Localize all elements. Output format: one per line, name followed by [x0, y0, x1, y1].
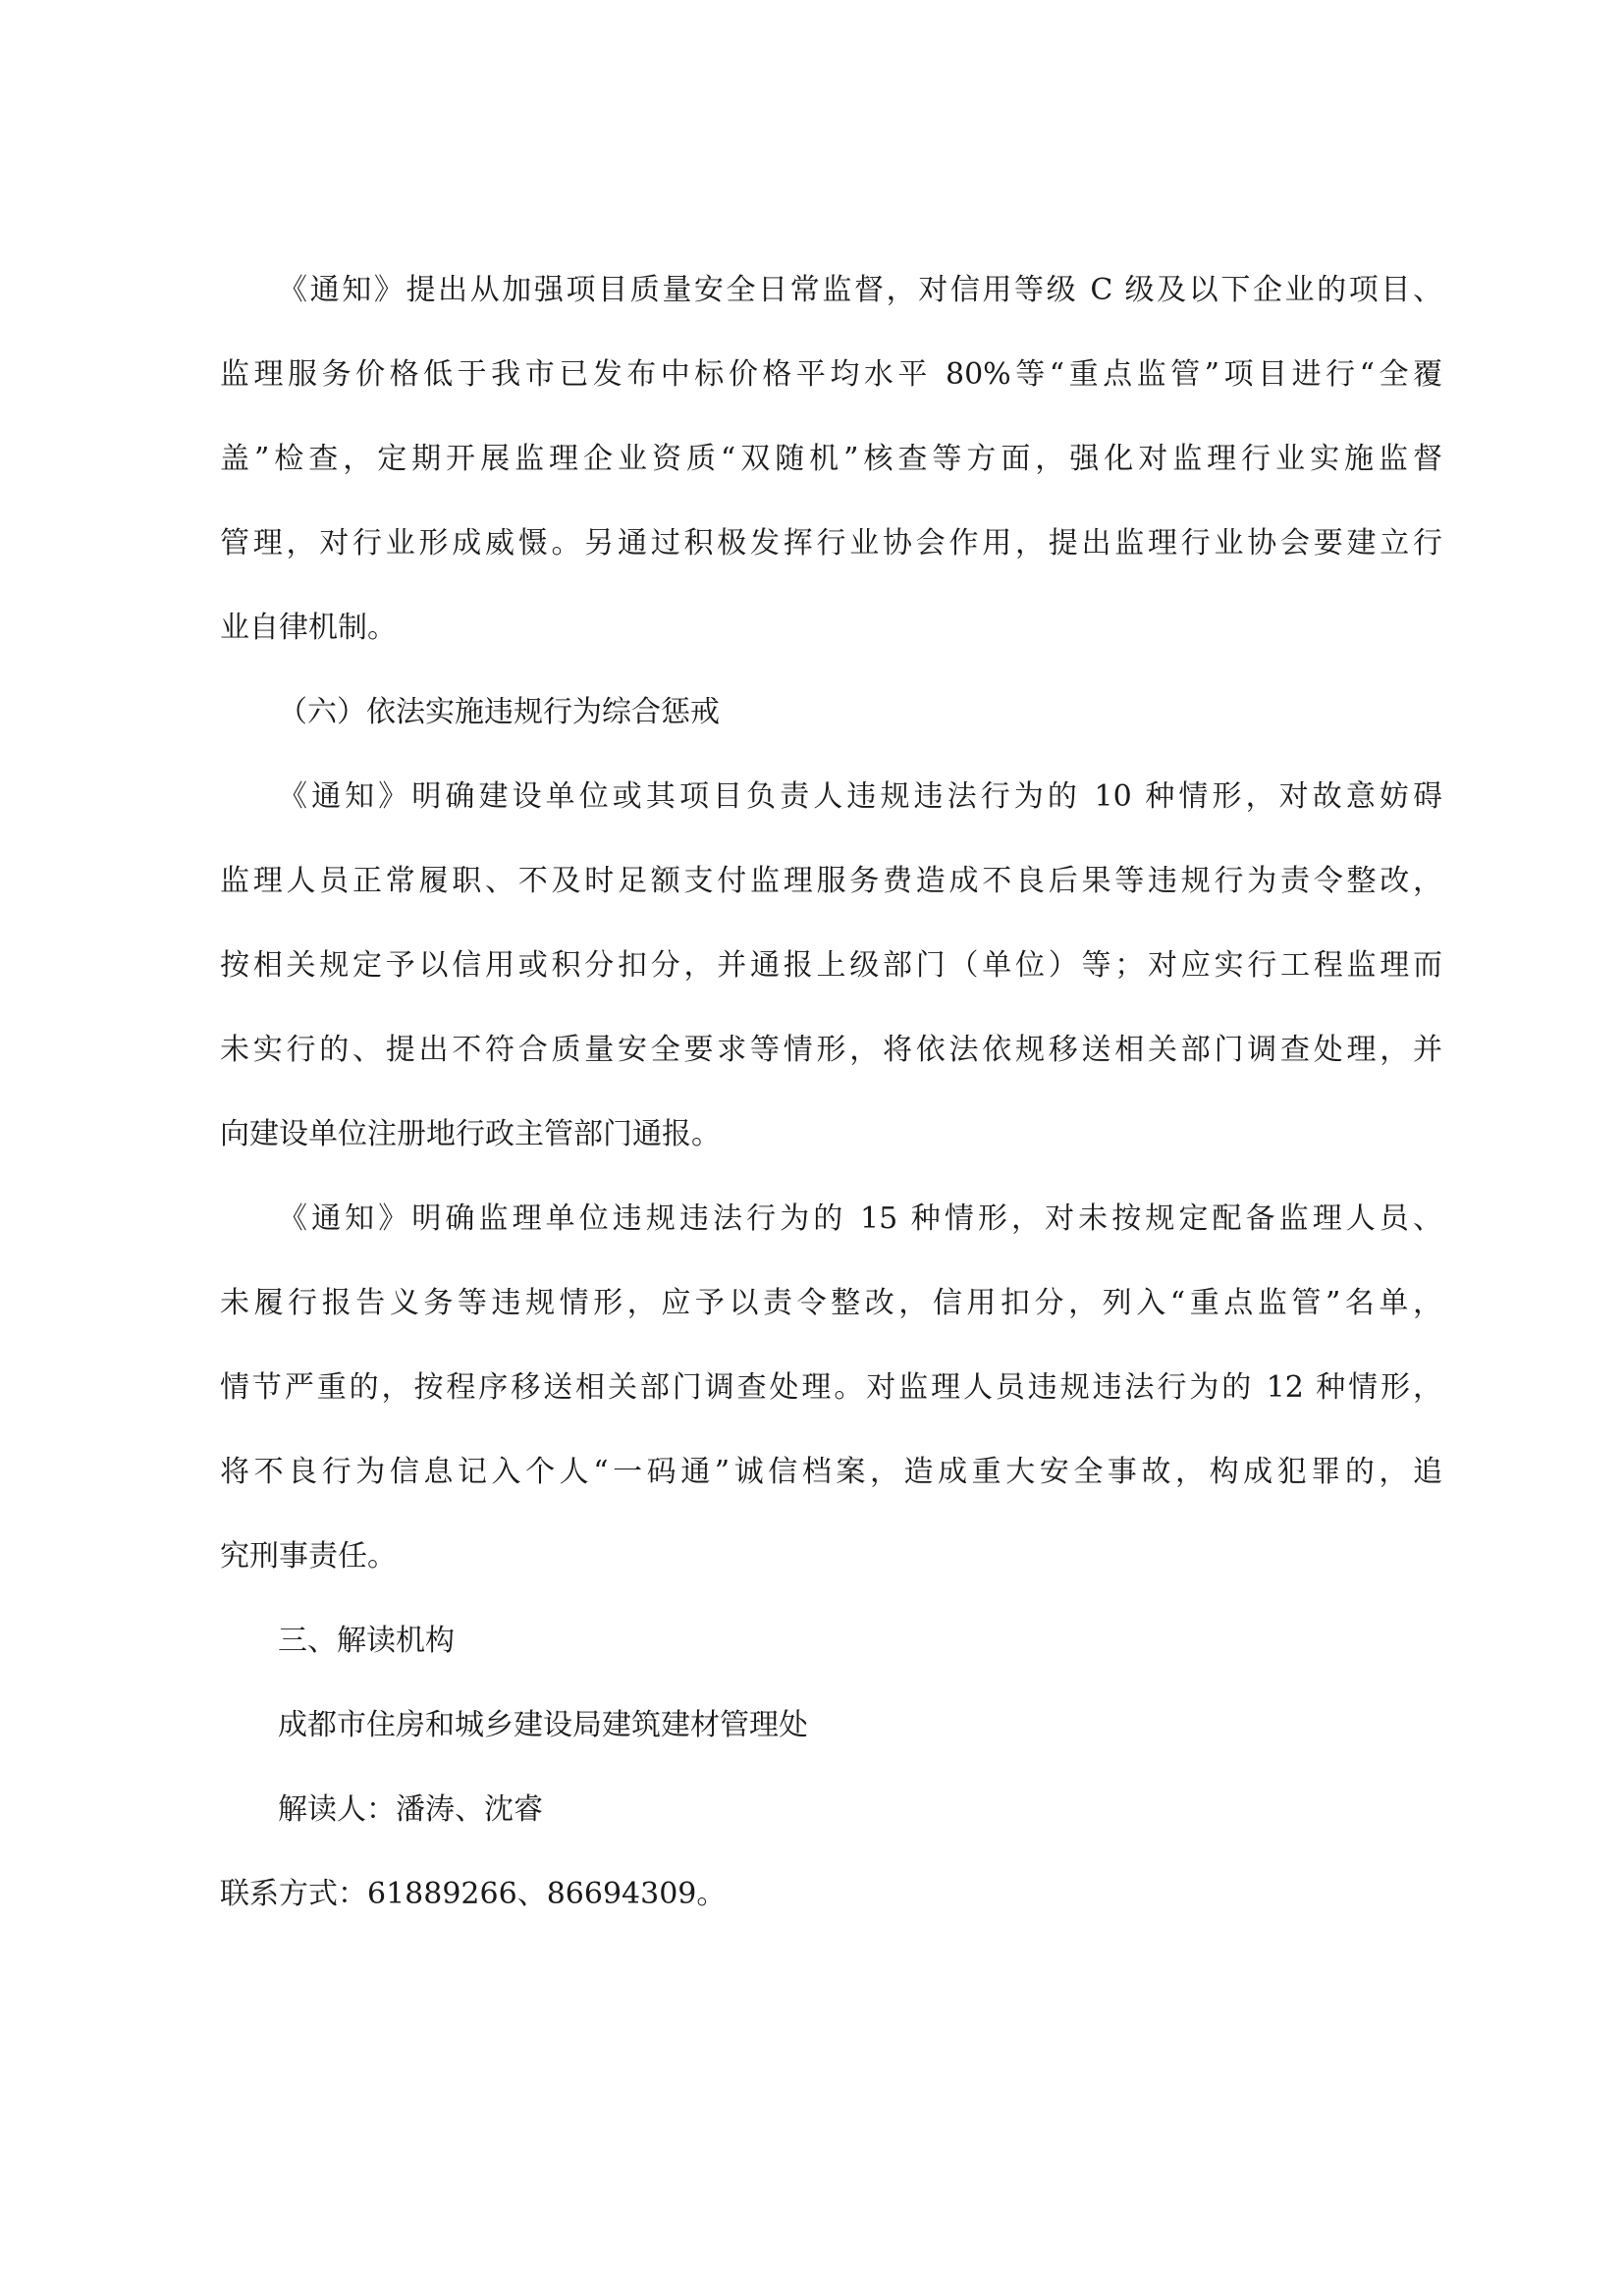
paragraph-line: 业自律机制。 [220, 611, 397, 645]
contact-info: 联系方式：61889266、86694309。 [220, 1877, 727, 1911]
interpreter-names: 解读人：潘涛、沈睿 [278, 1792, 543, 1827]
paragraph-line: 管理，对行业形成威慑。另通过积极发挥行业协会作用，提出监理行业协会要建立行 [220, 526, 1442, 561]
section-heading: 三、解读机构 [278, 1624, 455, 1658]
section-heading: （六）依法实施违规行为综合惩戒 [278, 695, 720, 729]
paragraph-line: 未履行报告义务等违规情形，应予以责令整改，信用扣分，列入“重点监管”名单， [220, 1286, 1442, 1320]
paragraph-line: 将不良行为信息记入个人“一码通”诚信档案，造成重大安全事故，构成犯罪的，追 [220, 1455, 1442, 1489]
organization-name: 成都市住房和城乡建设局建筑建材管理处 [278, 1708, 808, 1742]
paragraph-line: 情节严重的，按程序移送相关部门调查处理。对监理人员违规违法行为的 12 种情形， [220, 1370, 1442, 1405]
paragraph-line: 盖”检查，定期开展监理企业资质“双随机”核查等方面，强化对监理行业实施监督 [220, 442, 1442, 476]
paragraph-line: 《通知》提出从加强项目质量安全日常监督，对信用等级 C 级及以下企业的项目、 [278, 273, 1442, 307]
paragraph-line: 究刑事责任。 [220, 1539, 397, 1574]
paragraph-line: 《通知》明确监理单位违规违法行为的 15 种情形，对未按规定配备监理人员、 [278, 1201, 1442, 1236]
paragraph-line: 未实行的、提出不符合质量安全要求等情形，将依法依规移送相关部门调查处理，并 [220, 1033, 1442, 1067]
paragraph-line: 按相关规定予以信用或积分扣分，并通报上级部门（单位）等；对应实行工程监理而 [220, 948, 1442, 983]
paragraph-line: 监理服务价格低于我市已发布中标价格平均水平 80%等“重点监管”项目进行“全覆 [220, 357, 1442, 392]
paragraph-line: 《通知》明确建设单位或其项目负责人违规违法行为的 10 种情形，对故意妨碍 [278, 779, 1442, 814]
paragraph-line: 监理人员正常履职、不及时足额支付监理服务费造成不良后果等违规行为责令整改， [220, 864, 1442, 898]
paragraph-line: 向建设单位注册地行政主管部门通报。 [220, 1117, 721, 1151]
